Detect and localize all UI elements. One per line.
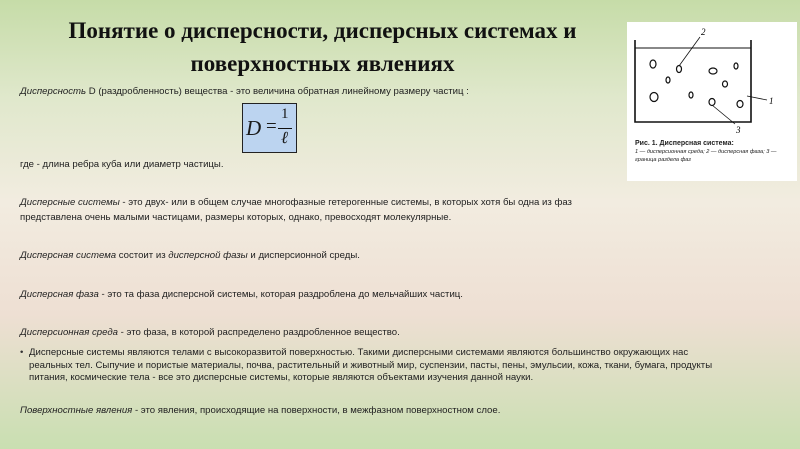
figure-label-1: 1 — [769, 96, 774, 106]
bullet-text: Дисперсные системы являются телами с высокоразвитой поверхностью. Такими дисперсными системами являются большинство окружающих нас реальных тел. Сыпучие и пористые материалы, почва, растительный и животный мир, суспензии, пасты, пены, эмульсии, кожа, ткани, бумага, продукты питания, космические тела - все это дисперсные системы, которые являются объектами изучения данной науки. — [29, 347, 713, 383]
leader-line-3 — [712, 105, 735, 124]
particle — [650, 93, 658, 102]
para-composition-mid: состоит из — [116, 250, 169, 261]
particle — [709, 99, 715, 106]
leader-line-1 — [747, 96, 767, 100]
term-dispersed-systems: Дисперсные системы — [20, 197, 120, 208]
para-dispersed-systems-2: представлена очень малыми частицами, размеры которых, однако, превосходят молекулярные. — [20, 212, 452, 223]
slide-title: Понятие о дисперсности, дисперсных системах и поверхностных явлениях — [68, 18, 577, 76]
dispersity-formula — [242, 103, 297, 153]
term-dispersed-phase-ref: дисперсной фазы — [168, 250, 248, 261]
para-dispersed-systems-1 — [20, 197, 572, 208]
para-dispersion-medium — [20, 327, 400, 338]
figure-label-3: 3 — [736, 125, 741, 135]
para-surface-phenomena — [20, 405, 500, 416]
para-dispersion-medium-text: - это фаза, в которой распределено раздробленное вещество. — [118, 327, 400, 338]
bullet-item — [20, 347, 720, 385]
para-dispersity-text: D (раздробленность) вещества - это величина обратная линейному размеру частиц : — [86, 86, 469, 97]
particle — [723, 81, 728, 87]
figure-caption-title: Рис. 1. Дисперсная система: — [635, 140, 734, 147]
vessel-diagram — [627, 22, 797, 139]
particle — [677, 66, 682, 73]
para-dispersed-phase-text: - это та фаза дисперсной системы, которая раздроблена до мельчайших частиц. — [98, 289, 463, 300]
term-dispersity: Дисперсность — [20, 86, 87, 97]
figure-label-2: 2 — [701, 27, 706, 37]
term-dispersed-phase: Дисперсная фаза — [20, 289, 99, 300]
term-dispersion-medium: Дисперсионная среда — [20, 327, 118, 338]
bullet-dot: • — [20, 347, 24, 358]
vessel-outline — [635, 40, 751, 122]
term-dispersed-system: Дисперсная система — [20, 250, 117, 261]
para-dispersed-systems-text: - это двух- или в общем случае многофазные гетерогенные системы, в которых хотя бы одна из фаз — [119, 197, 572, 208]
term-surface-phenomena: Поверхностные явления — [20, 405, 133, 416]
para-where: где - длина ребра куба или диаметр частицы. — [20, 159, 224, 170]
formula-numerator: 1 — [281, 106, 289, 122]
para-dispersity — [20, 86, 469, 97]
dispersed-system-figure — [627, 22, 797, 181]
particle — [737, 101, 743, 108]
para-composition-rest: и дисперсионной среды. — [247, 250, 360, 261]
formula-lhs: D — [246, 116, 262, 140]
para-dispersed-phase — [20, 289, 463, 300]
para-surface-phenomena-text: - это явления, происходящие на поверхности, в межфазном поверхностном слое. — [132, 405, 501, 416]
formula-equals: = — [266, 116, 277, 137]
para-dispersed-system-composition — [20, 250, 360, 261]
figure-caption — [635, 139, 795, 164]
figure-caption-text: 1 — дисперсионная среда; 2 — дисперсная фаза; 3 — граница раздела фаз — [635, 149, 777, 163]
particle — [734, 63, 738, 69]
particle — [650, 60, 656, 68]
leader-line-2 — [679, 37, 700, 66]
particle — [689, 92, 693, 98]
particle — [709, 68, 717, 74]
particle — [666, 77, 670, 83]
formula-denominator: ℓ — [281, 128, 289, 147]
